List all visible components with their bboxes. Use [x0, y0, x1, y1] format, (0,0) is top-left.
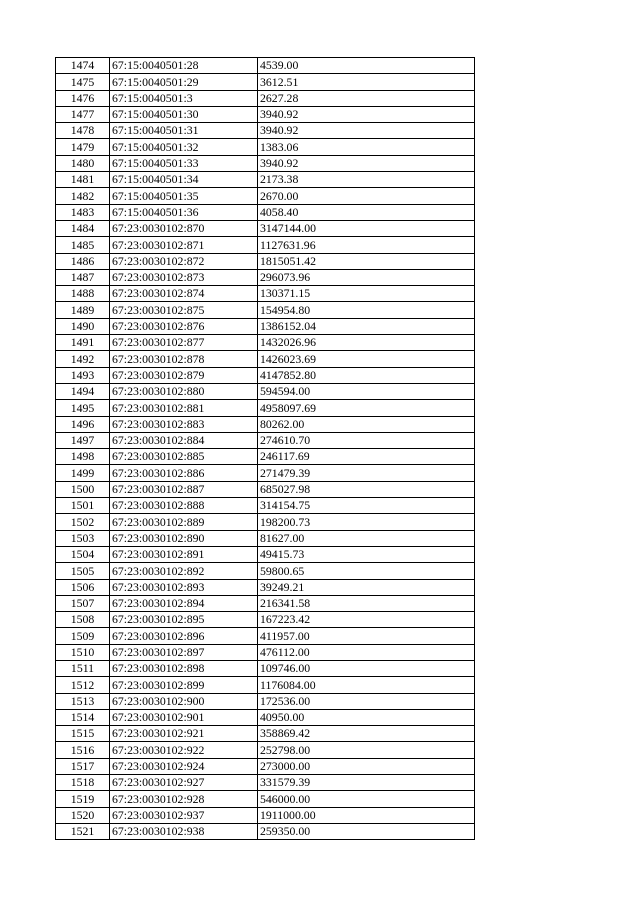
- cadastral-number-cell: 67:23:0030102:885: [110, 449, 258, 465]
- cadastral-value-cell: 80262.00: [258, 416, 475, 432]
- table-row: [56, 660, 475, 676]
- cadastral-value-cell: 3940.92: [258, 155, 475, 171]
- cadastral-number-cell: 67:15:0040501:32: [110, 139, 258, 155]
- table-row: [56, 563, 475, 579]
- cadastral-value-cell: 4147852.80: [258, 367, 475, 383]
- cadastral-value-cell: 358869.42: [258, 726, 475, 742]
- table-row: [56, 400, 475, 416]
- table-row: [56, 269, 475, 285]
- row-number-cell: 1512: [56, 677, 110, 693]
- row-number-cell: 1499: [56, 465, 110, 481]
- cadastral-value-cell: 4058.40: [258, 204, 475, 220]
- table-row: [56, 188, 475, 204]
- table-row: [56, 807, 475, 823]
- row-number-cell: 1504: [56, 546, 110, 562]
- table-row: [56, 498, 475, 514]
- cadastral-value-cell: 476112.00: [258, 644, 475, 660]
- table-row: [56, 628, 475, 644]
- cadastral-number-cell: 67:23:0030102:878: [110, 351, 258, 367]
- row-number-cell: 1496: [56, 416, 110, 432]
- cadastral-value-cell: 130371.15: [258, 286, 475, 302]
- row-number-cell: 1490: [56, 318, 110, 334]
- table-row: [56, 58, 475, 74]
- cadastral-number-cell: 67:23:0030102:889: [110, 514, 258, 530]
- table-row: [56, 579, 475, 595]
- table-row: [56, 90, 475, 106]
- table-row: [56, 302, 475, 318]
- cadastral-number-cell: 67:23:0030102:888: [110, 498, 258, 514]
- cadastral-value-cell: 252798.00: [258, 742, 475, 758]
- row-number-cell: 1478: [56, 123, 110, 139]
- row-number-cell: 1485: [56, 237, 110, 253]
- row-number-cell: 1495: [56, 400, 110, 416]
- cadastral-value-cell: 2670.00: [258, 188, 475, 204]
- table-row: [56, 791, 475, 807]
- cadastral-number-cell: 67:23:0030102:893: [110, 579, 258, 595]
- row-number-cell: 1509: [56, 628, 110, 644]
- cadastral-value-cell: 3940.92: [258, 123, 475, 139]
- cadastral-number-cell: 67:23:0030102:881: [110, 400, 258, 416]
- row-number-cell: 1484: [56, 220, 110, 236]
- row-number-cell: 1517: [56, 758, 110, 774]
- cadastral-value-cell: 167223.42: [258, 612, 475, 628]
- cadastral-number-cell: 67:23:0030102:899: [110, 677, 258, 693]
- row-number-cell: 1475: [56, 74, 110, 90]
- cadastral-number-cell: 67:23:0030102:884: [110, 432, 258, 448]
- row-number-cell: 1501: [56, 498, 110, 514]
- cadastral-value-cell: 314154.75: [258, 498, 475, 514]
- table-row: [56, 823, 475, 839]
- row-number-cell: 1514: [56, 709, 110, 725]
- table-row: [56, 465, 475, 481]
- cadastral-value-cell: 3612.51: [258, 74, 475, 90]
- cadastral-number-cell: 67:23:0030102:873: [110, 269, 258, 285]
- row-number-cell: 1486: [56, 253, 110, 269]
- cadastral-value-cell: 296073.96: [258, 269, 475, 285]
- cadastral-number-cell: 67:23:0030102:896: [110, 628, 258, 644]
- cadastral-value-cell: 216341.58: [258, 595, 475, 611]
- table-row: [56, 123, 475, 139]
- cadastral-number-cell: 67:15:0040501:30: [110, 106, 258, 122]
- row-number-cell: 1493: [56, 367, 110, 383]
- cadastral-value-cell: 259350.00: [258, 823, 475, 839]
- row-number-cell: 1521: [56, 823, 110, 839]
- table-row: [56, 383, 475, 399]
- cadastral-number-cell: 67:23:0030102:890: [110, 530, 258, 546]
- table-row: [56, 742, 475, 758]
- cadastral-value-cell: 3147144.00: [258, 220, 475, 236]
- row-number-cell: 1520: [56, 807, 110, 823]
- row-number-cell: 1508: [56, 612, 110, 628]
- row-number-cell: 1505: [56, 563, 110, 579]
- cadastral-value-cell: 594594.00: [258, 383, 475, 399]
- table-row: [56, 775, 475, 791]
- row-number-cell: 1515: [56, 726, 110, 742]
- cadastral-number-cell: 67:23:0030102:872: [110, 253, 258, 269]
- row-number-cell: 1503: [56, 530, 110, 546]
- cadastral-value-cell: 154954.80: [258, 302, 475, 318]
- cadastral-number-cell: 67:23:0030102:938: [110, 823, 258, 839]
- row-number-cell: 1507: [56, 595, 110, 611]
- cadastral-number-cell: 67:23:0030102:892: [110, 563, 258, 579]
- table-row: [56, 416, 475, 432]
- cadastral-number-cell: 67:23:0030102:886: [110, 465, 258, 481]
- table-body: [56, 58, 475, 840]
- cadastral-number-cell: 67:23:0030102:921: [110, 726, 258, 742]
- row-number-cell: 1518: [56, 775, 110, 791]
- cadastral-value-cell: 81627.00: [258, 530, 475, 546]
- row-number-cell: 1519: [56, 791, 110, 807]
- cadastral-number-cell: 67:23:0030102:897: [110, 644, 258, 660]
- cadastral-number-cell: 67:23:0030102:875: [110, 302, 258, 318]
- cadastral-value-cell: 172536.00: [258, 693, 475, 709]
- table-row: [56, 155, 475, 171]
- cadastral-number-cell: 67:23:0030102:871: [110, 237, 258, 253]
- row-number-cell: 1516: [56, 742, 110, 758]
- row-number-cell: 1488: [56, 286, 110, 302]
- cadastral-value-cell: 40950.00: [258, 709, 475, 725]
- cadastral-value-cell: 1127631.96: [258, 237, 475, 253]
- row-number-cell: 1511: [56, 660, 110, 676]
- cadastral-value-cell: 1426023.69: [258, 351, 475, 367]
- cadastral-number-cell: 67:23:0030102:927: [110, 775, 258, 791]
- table-row: [56, 530, 475, 546]
- cadastral-value-cell: 2627.28: [258, 90, 475, 106]
- table-row: [56, 139, 475, 155]
- table-row: [56, 644, 475, 660]
- cadastral-value-cell: 685027.98: [258, 481, 475, 497]
- cadastral-value-cell: 546000.00: [258, 791, 475, 807]
- table-row: [56, 432, 475, 448]
- cadastral-value-cell: 271479.39: [258, 465, 475, 481]
- cadastral-number-cell: 67:23:0030102:874: [110, 286, 258, 302]
- table-row: [56, 220, 475, 236]
- cadastral-number-cell: 67:23:0030102:880: [110, 383, 258, 399]
- row-number-cell: 1481: [56, 172, 110, 188]
- cadastral-number-cell: 67:23:0030102:887: [110, 481, 258, 497]
- table-row: [56, 514, 475, 530]
- table-row: [56, 74, 475, 90]
- cadastral-number-cell: 67:23:0030102:870: [110, 220, 258, 236]
- cadastral-number-cell: 67:23:0030102:883: [110, 416, 258, 432]
- table-row: [56, 481, 475, 497]
- cadastral-number-cell: 67:15:0040501:36: [110, 204, 258, 220]
- cadastral-value-cell: 273000.00: [258, 758, 475, 774]
- row-number-cell: 1479: [56, 139, 110, 155]
- table-row: [56, 253, 475, 269]
- row-number-cell: 1497: [56, 432, 110, 448]
- row-number-cell: 1506: [56, 579, 110, 595]
- cadastral-value-cell: 1432026.96: [258, 335, 475, 351]
- row-number-cell: 1498: [56, 449, 110, 465]
- cadastral-value-cell: 274610.70: [258, 432, 475, 448]
- cadastral-value-cell: 49415.73: [258, 546, 475, 562]
- table-row: [56, 709, 475, 725]
- cadastral-value-cell: 59800.65: [258, 563, 475, 579]
- row-number-cell: 1487: [56, 269, 110, 285]
- row-number-cell: 1491: [56, 335, 110, 351]
- cadastral-number-cell: 67:23:0030102:900: [110, 693, 258, 709]
- cadastral-number-cell: 67:15:0040501:33: [110, 155, 258, 171]
- cadastral-number-cell: 67:23:0030102:877: [110, 335, 258, 351]
- table-row: [56, 367, 475, 383]
- cadastral-number-cell: 67:23:0030102:928: [110, 791, 258, 807]
- row-number-cell: 1489: [56, 302, 110, 318]
- table-row: [56, 758, 475, 774]
- cadastral-value-cell: 1383.06: [258, 139, 475, 155]
- row-number-cell: 1494: [56, 383, 110, 399]
- cadastral-value-cell: 4539.00: [258, 58, 475, 74]
- table-row: [56, 546, 475, 562]
- table-row: [56, 677, 475, 693]
- cadastral-number-cell: 67:23:0030102:876: [110, 318, 258, 334]
- cadastral-value-cell: 1911000.00: [258, 807, 475, 823]
- table-row: [56, 595, 475, 611]
- row-number-cell: 1476: [56, 90, 110, 106]
- table-row: [56, 172, 475, 188]
- row-number-cell: 1483: [56, 204, 110, 220]
- cadastral-number-cell: 67:23:0030102:894: [110, 595, 258, 611]
- table-row: [56, 351, 475, 367]
- table-row: [56, 612, 475, 628]
- cadastral-number-cell: 67:23:0030102:901: [110, 709, 258, 725]
- cadastral-number-cell: 67:23:0030102:879: [110, 367, 258, 383]
- cadastral-value-cell: 246117.69: [258, 449, 475, 465]
- cadastral-value-cell: 3940.92: [258, 106, 475, 122]
- row-number-cell: 1480: [56, 155, 110, 171]
- table-row: [56, 693, 475, 709]
- cadastral-value-cell: 1386152.04: [258, 318, 475, 334]
- cadastral-number-cell: 67:23:0030102:922: [110, 742, 258, 758]
- table-row: [56, 204, 475, 220]
- cadastral-value-cell: 39249.21: [258, 579, 475, 595]
- cadastral-value-cell: 1176084.00: [258, 677, 475, 693]
- table-row: [56, 449, 475, 465]
- table-row: [56, 318, 475, 334]
- cadastral-value-cell: 1815051.42: [258, 253, 475, 269]
- cadastral-value-cell: 109746.00: [258, 660, 475, 676]
- cadastral-number-cell: 67:15:0040501:35: [110, 188, 258, 204]
- cadastral-number-cell: 67:15:0040501:3: [110, 90, 258, 106]
- row-number-cell: 1482: [56, 188, 110, 204]
- cadastral-value-cell: 2173.38: [258, 172, 475, 188]
- cadastral-value-cell: 331579.39: [258, 775, 475, 791]
- cadastral-number-cell: 67:23:0030102:891: [110, 546, 258, 562]
- cadastral-value-cell: 4958097.69: [258, 400, 475, 416]
- cadastral-number-cell: 67:23:0030102:937: [110, 807, 258, 823]
- row-number-cell: 1510: [56, 644, 110, 660]
- row-number-cell: 1502: [56, 514, 110, 530]
- cadastral-value-cell: 198200.73: [258, 514, 475, 530]
- cadastral-number-cell: 67:23:0030102:924: [110, 758, 258, 774]
- cadastral-value-table: [55, 57, 475, 840]
- table-row: [56, 106, 475, 122]
- cadastral-number-cell: 67:15:0040501:31: [110, 123, 258, 139]
- cadastral-number-cell: 67:15:0040501:34: [110, 172, 258, 188]
- row-number-cell: 1477: [56, 106, 110, 122]
- cadastral-number-cell: 67:23:0030102:895: [110, 612, 258, 628]
- table-row: [56, 335, 475, 351]
- cadastral-value-cell: 411957.00: [258, 628, 475, 644]
- cadastral-number-cell: 67:15:0040501:28: [110, 58, 258, 74]
- cadastral-number-cell: 67:23:0030102:898: [110, 660, 258, 676]
- table-row: [56, 286, 475, 302]
- cadastral-number-cell: 67:15:0040501:29: [110, 74, 258, 90]
- table-row: [56, 237, 475, 253]
- row-number-cell: 1513: [56, 693, 110, 709]
- table-row: [56, 726, 475, 742]
- row-number-cell: 1474: [56, 58, 110, 74]
- row-number-cell: 1500: [56, 481, 110, 497]
- row-number-cell: 1492: [56, 351, 110, 367]
